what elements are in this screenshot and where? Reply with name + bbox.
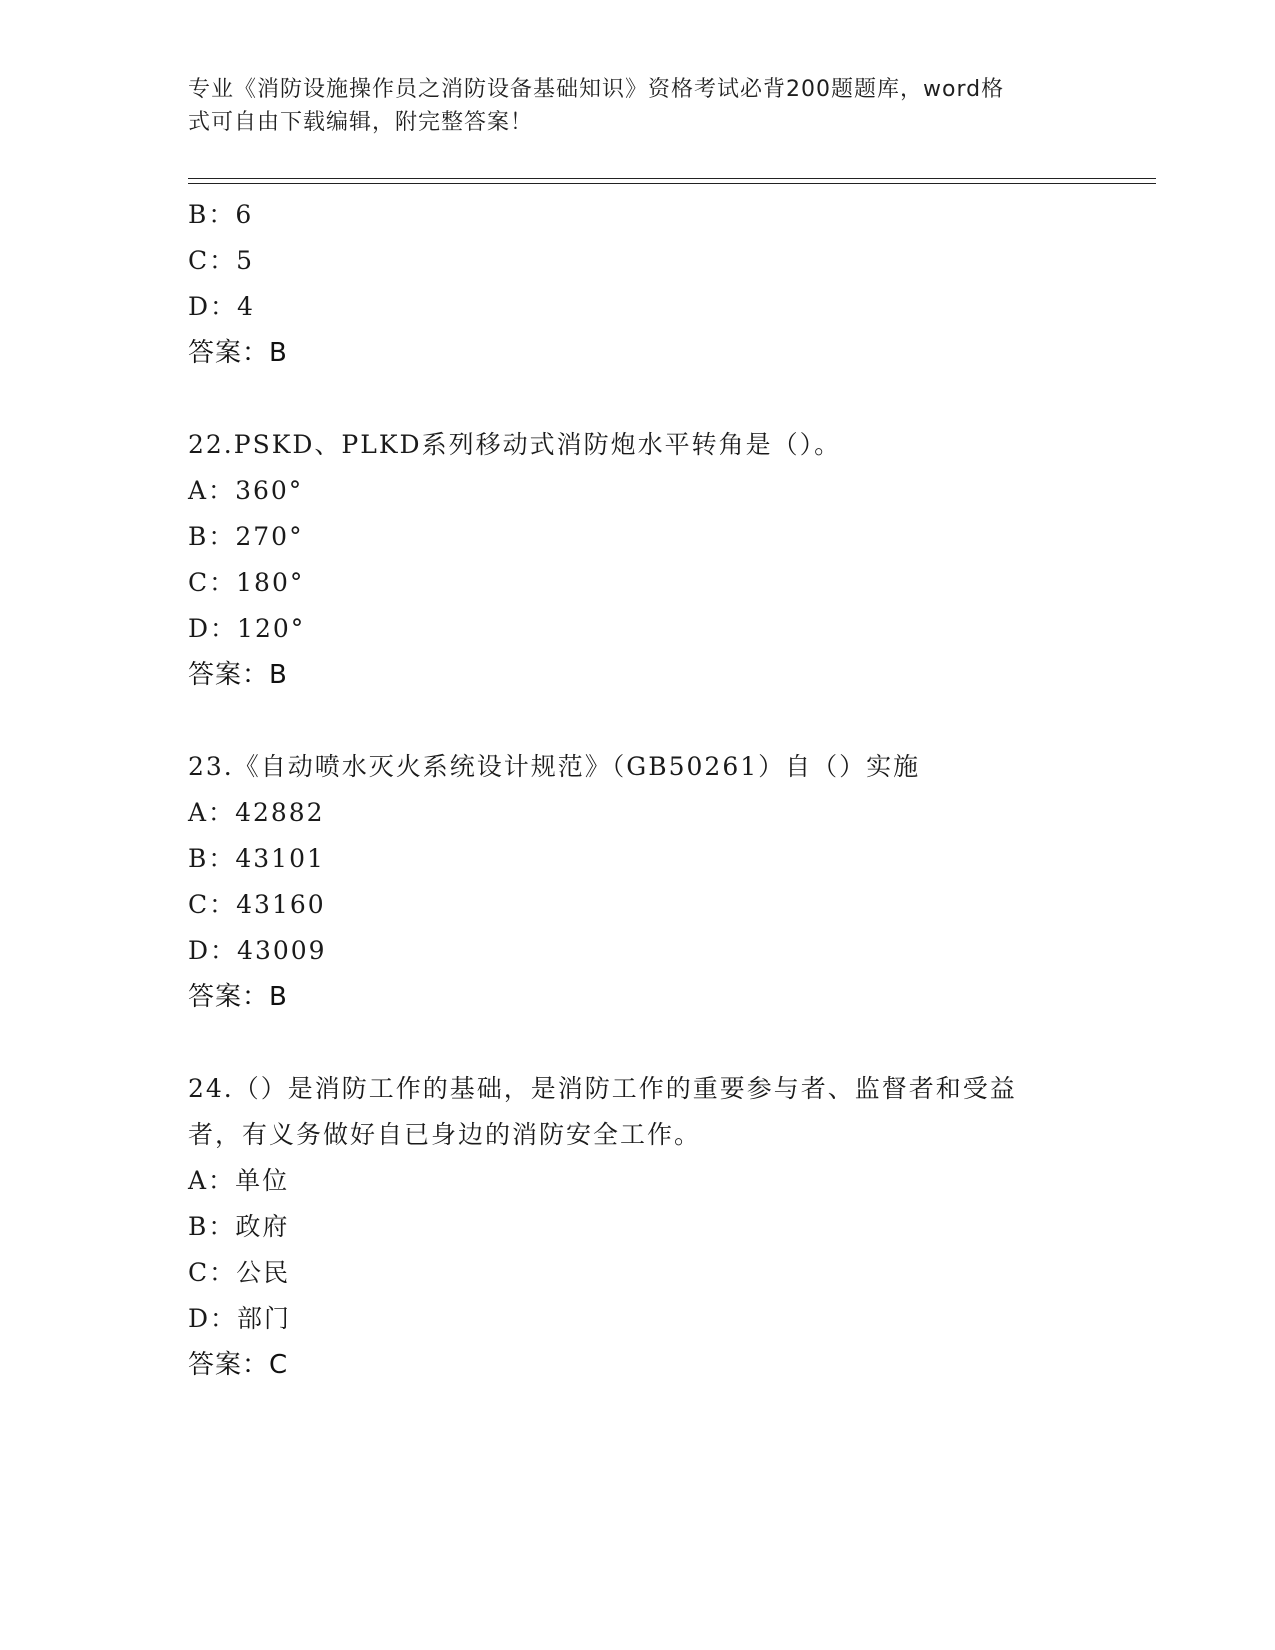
answer-line: 答案：C [188,1350,289,1380]
option-text: 单位 [235,1166,290,1195]
option-letter: C： [188,568,237,597]
option-letter: D： [188,1304,238,1333]
answer-line: 答案：B [188,660,288,690]
option-text: 部门 [237,1304,292,1333]
spacer [188,376,1088,422]
spacer [188,698,1088,744]
option-letter: C： [188,1258,237,1287]
question-22 [188,422,1088,698]
option-b [188,836,1088,882]
option-b [188,192,1088,238]
option-text: 43160 [236,890,326,919]
option-letter: A： [188,1166,236,1195]
header-line-2: 式可自由下载编辑，附完整答案！ [188,110,534,135]
question-21-continuation [188,192,1088,376]
document-header [188,73,1068,139]
question-24 [188,1066,1088,1388]
option-a [188,1158,1088,1204]
option-letter: A： [188,798,236,827]
option-text: 4 [237,292,255,321]
option-b [188,514,1088,560]
option-letter: D： [188,614,238,643]
option-text: 360° [235,476,304,505]
question-23 [188,744,1088,1020]
option-a [188,468,1088,514]
option-text: 政府 [235,1212,290,1241]
header-rule-top [188,178,1156,179]
option-letter: D： [188,936,238,965]
option-letter: D： [188,292,238,321]
question-stem: 22.PSKD、PLKD系列移动式消防炮水平转角是（）。 [188,430,842,459]
option-c [188,560,1088,606]
option-text: 180° [236,568,305,597]
question-stem-line-1: 24.（）是消防工作的基础，是消防工作的重要参与者、监督者和受益 [188,1074,1017,1103]
option-c [188,882,1088,928]
question-stem: 23.《自动喷水灭火系统设计规范》（GB50261）自（）实施 [188,752,921,781]
option-d [188,606,1088,652]
header-line-1: 专业《消防设施操作员之消防设备基础知识》资格考试必背200题题库，word格 [188,77,1005,102]
header-rule-bottom [188,183,1156,184]
option-text: 6 [235,200,254,229]
option-text: 公民 [236,1258,291,1287]
option-letter: B： [188,1212,236,1241]
option-text: 270° [235,522,304,551]
option-letter: B： [188,522,236,551]
option-d [188,928,1088,974]
option-text: 43101 [235,844,325,873]
option-c [188,1250,1088,1296]
option-text: 5 [236,246,255,275]
option-letter: B： [188,844,236,873]
option-letter: A： [188,476,236,505]
option-b [188,1204,1088,1250]
option-text: 120° [237,614,306,643]
option-letter: C： [188,246,237,275]
option-d [188,284,1088,330]
option-text: 42882 [235,798,325,827]
option-a [188,790,1088,836]
option-letter: B： [188,200,236,229]
option-d [188,1296,1088,1342]
question-list [188,192,1088,1388]
option-c [188,238,1088,284]
option-letter: C： [188,890,237,919]
answer-line: 答案：B [188,338,288,368]
spacer [188,1020,1088,1066]
option-text: 43009 [237,936,327,965]
answer-line: 答案：B [188,982,288,1012]
question-stem-line-2: 者，有义务做好自已身边的消防安全工作。 [188,1120,702,1149]
